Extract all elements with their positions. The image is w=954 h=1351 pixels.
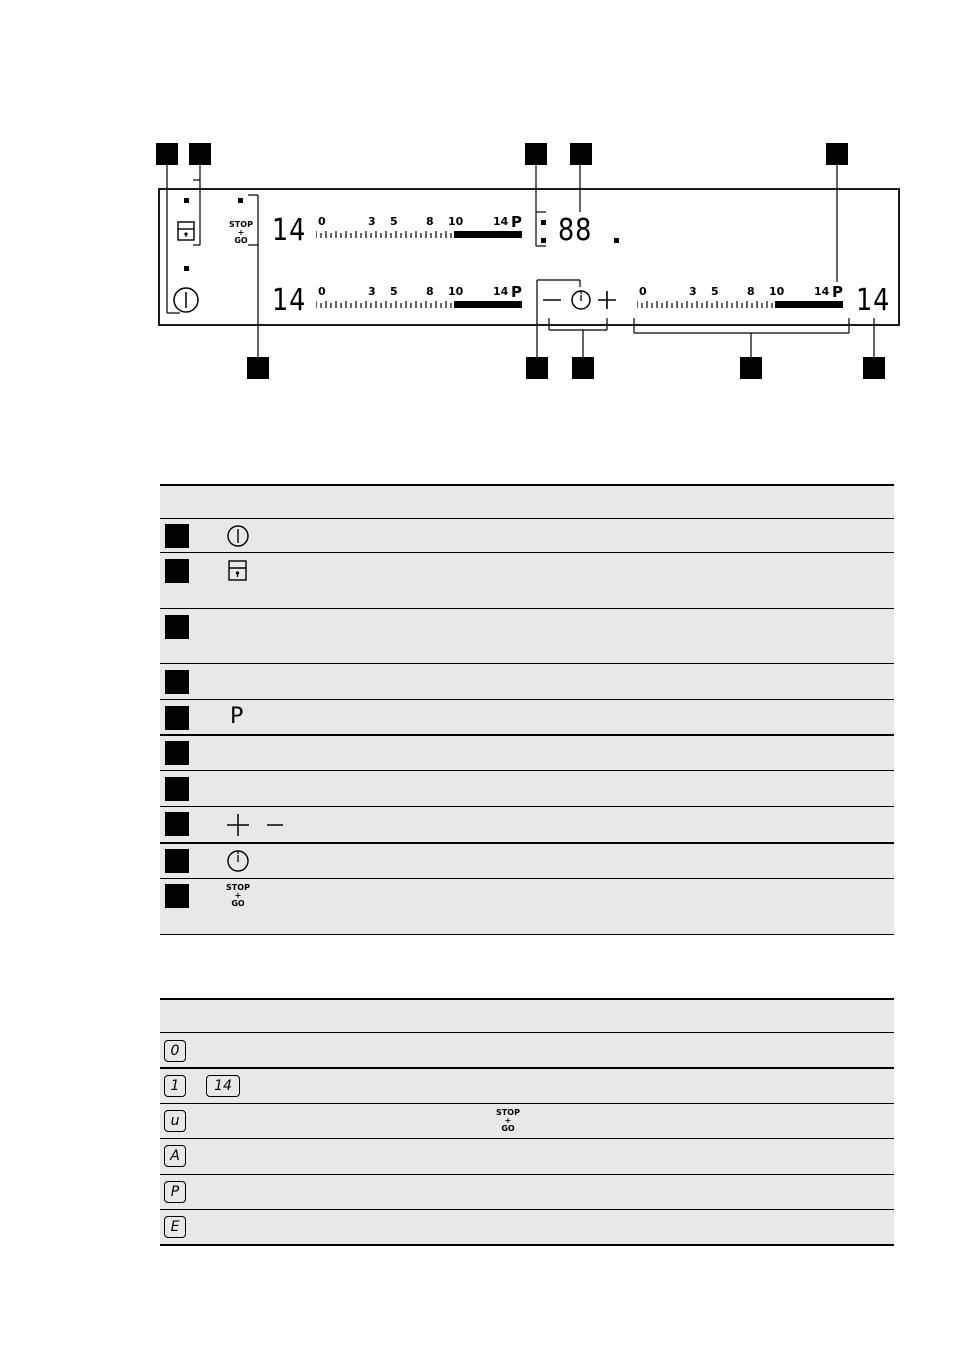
scale-ticks bbox=[637, 299, 847, 313]
control-bar-rear[interactable] bbox=[316, 283, 526, 314]
power-boost-label: P bbox=[511, 283, 522, 301]
row-number-box bbox=[165, 777, 189, 801]
row-number-box bbox=[165, 615, 189, 639]
display-glyph: E bbox=[164, 1216, 186, 1238]
control-bar-right[interactable] bbox=[637, 283, 847, 314]
power-icon[interactable] bbox=[172, 286, 200, 314]
table-row bbox=[160, 771, 894, 806]
stop-label: STOP bbox=[496, 1108, 520, 1117]
indicator-dot bbox=[238, 198, 243, 203]
lock-icon[interactable] bbox=[176, 220, 198, 242]
minus-icon bbox=[266, 820, 284, 830]
table-row bbox=[160, 736, 894, 770]
display-glyph: 14 bbox=[206, 1075, 240, 1097]
row-number-box bbox=[165, 524, 189, 548]
scale-tick-label: 8 bbox=[426, 215, 434, 228]
row-number-box bbox=[165, 559, 189, 583]
scale-tick-label: 10 bbox=[448, 285, 464, 298]
indicator-dot bbox=[614, 238, 619, 243]
table-row bbox=[160, 1104, 894, 1138]
scale-tick-label: 5 bbox=[390, 215, 398, 228]
scale-ticks bbox=[316, 299, 526, 313]
scale-tick-label: 8 bbox=[747, 285, 755, 298]
table-bottom-rule bbox=[160, 934, 894, 935]
table-row bbox=[160, 1139, 894, 1174]
row-number-box bbox=[165, 706, 189, 730]
timer-plus-icon[interactable] bbox=[596, 289, 618, 311]
stop-go-button[interactable] bbox=[228, 221, 254, 245]
stop-label: STOP bbox=[229, 220, 253, 229]
scale-tick-label: 10 bbox=[448, 215, 464, 228]
table-row bbox=[160, 1033, 894, 1067]
scale-tick-label: 3 bbox=[689, 285, 697, 298]
power-boost-label: P bbox=[832, 283, 843, 301]
scale-tick-label: 8 bbox=[426, 285, 434, 298]
stop-label: STOP bbox=[226, 883, 250, 892]
scale-tick-label: 0 bbox=[318, 215, 326, 228]
table-row bbox=[160, 664, 894, 699]
table-row bbox=[160, 609, 894, 663]
row-number-box bbox=[165, 812, 189, 836]
display-glyph: 0 bbox=[164, 1040, 186, 1062]
power-boost-symbol: P bbox=[230, 704, 244, 729]
scale-ticks bbox=[316, 229, 526, 243]
go-label: GO bbox=[501, 1124, 515, 1133]
plus-icon bbox=[226, 813, 250, 837]
row-number-box bbox=[165, 884, 189, 908]
scale-tick-label: 14 bbox=[814, 285, 830, 298]
lock-icon bbox=[227, 559, 249, 583]
table-row bbox=[160, 1069, 894, 1103]
stop-go-symbol bbox=[495, 1109, 521, 1133]
power-boost-label: P bbox=[511, 213, 522, 231]
scale-tick-label: 14 bbox=[493, 285, 509, 298]
power-level-display-right: 14 bbox=[856, 283, 891, 318]
indicator-dot bbox=[541, 220, 546, 225]
row-number-box bbox=[165, 670, 189, 694]
indicator-dot bbox=[541, 238, 546, 243]
scale-tick-label: 14 bbox=[493, 215, 509, 228]
indicator-dot bbox=[184, 198, 189, 203]
callout-lines bbox=[0, 0, 954, 400]
plus-label: + bbox=[504, 1116, 512, 1125]
table-row bbox=[160, 879, 894, 934]
scale-tick-label: 3 bbox=[368, 215, 376, 228]
indicator-dot bbox=[184, 266, 189, 271]
scale-tick-label: 3 bbox=[368, 285, 376, 298]
display-glyph: A bbox=[164, 1145, 186, 1167]
table-header-row bbox=[160, 486, 894, 518]
plus-label: + bbox=[234, 891, 242, 900]
table-row bbox=[160, 700, 894, 734]
power-icon bbox=[226, 524, 250, 548]
timer-minus-icon[interactable] bbox=[541, 290, 563, 310]
control-bar-front[interactable] bbox=[316, 213, 526, 244]
scale-tick-label: 0 bbox=[639, 285, 647, 298]
table-row bbox=[160, 844, 894, 878]
stop-go-symbol bbox=[225, 884, 251, 908]
power-level-display-front: 14 bbox=[272, 213, 307, 248]
timer-clock-icon[interactable] bbox=[569, 288, 593, 312]
table-row bbox=[160, 519, 894, 552]
table-row bbox=[160, 1175, 894, 1209]
timer-clock-icon bbox=[226, 849, 250, 873]
power-level-display-rear: 14 bbox=[272, 283, 307, 318]
table-header-row bbox=[160, 1000, 894, 1032]
display-glyph: 1 bbox=[164, 1075, 186, 1097]
table-bottom-rule bbox=[160, 1244, 894, 1246]
scale-tick-label: 5 bbox=[390, 285, 398, 298]
display-glyph: u bbox=[164, 1110, 186, 1132]
plus-label: + bbox=[237, 228, 245, 237]
display-glyph: P bbox=[164, 1181, 186, 1203]
row-number-box bbox=[165, 849, 189, 873]
scale-tick-label: 10 bbox=[769, 285, 785, 298]
row-number-box bbox=[165, 741, 189, 765]
table-row bbox=[160, 1210, 894, 1244]
scale-tick-label: 5 bbox=[711, 285, 719, 298]
go-label: GO bbox=[234, 236, 248, 245]
table-row bbox=[160, 553, 894, 608]
scale-tick-label: 0 bbox=[318, 285, 326, 298]
timer-display: 88 bbox=[558, 213, 593, 248]
go-label: GO bbox=[231, 899, 245, 908]
